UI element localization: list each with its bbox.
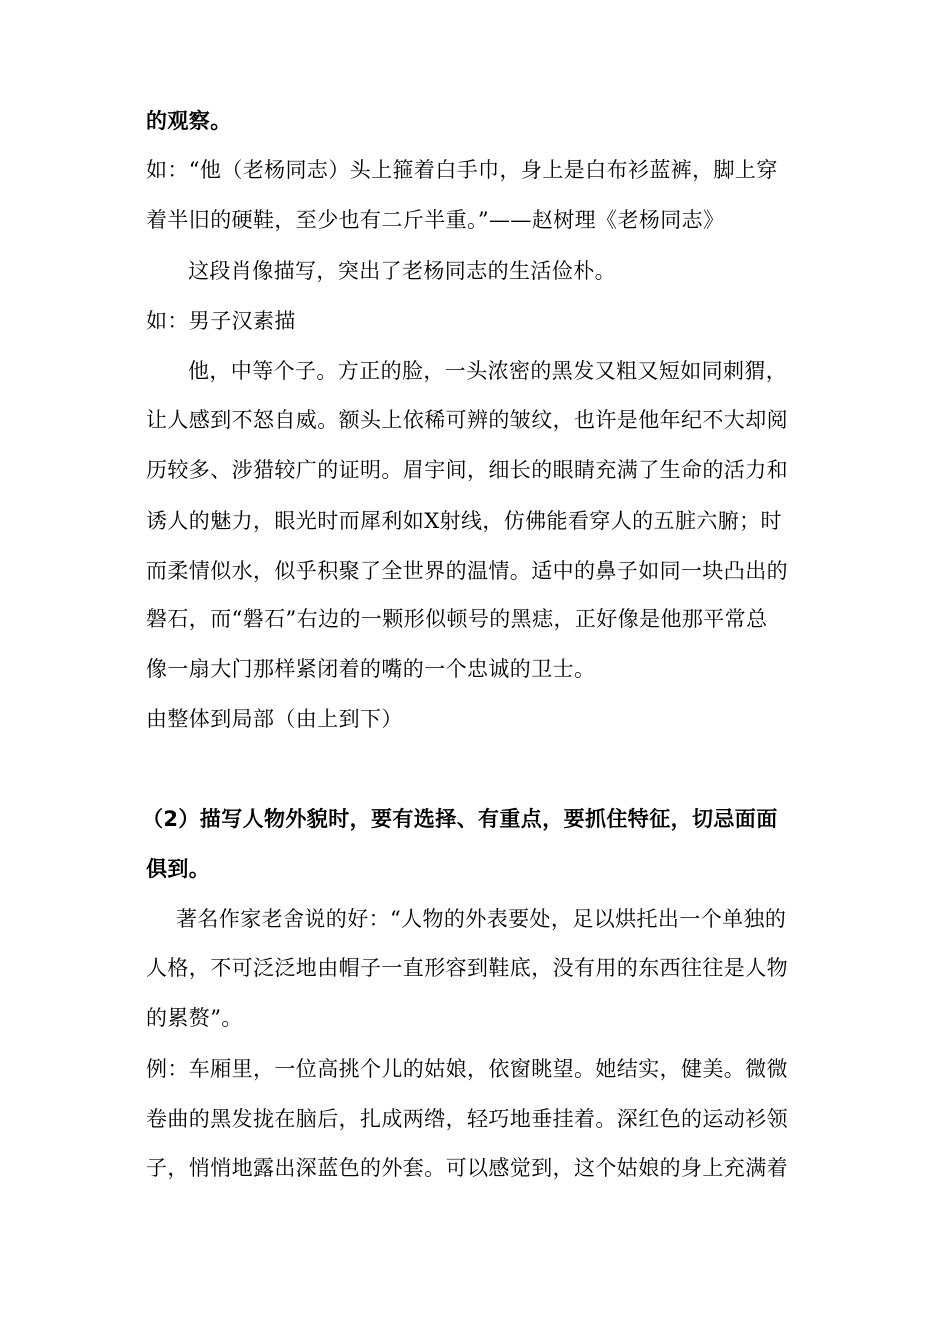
girl-example-line-3: 子，悄悄地露出深蓝色的外套。可以感觉到，这个姑娘的身上充满着 — [146, 1156, 788, 1180]
sketch-paragraph-line-3: 历较多、涉猎较广的证明。眉宇间，细长的眼睛充满了生命的活力和 — [146, 458, 788, 482]
sketch-paragraph-line-5: 而柔情似水，似乎积聚了全世界的温情。适中的鼻子如同一块凸出的 — [146, 559, 788, 583]
analysis-text: 这段肖像描写，突出了老杨同志的生活俭朴。 — [188, 259, 616, 283]
example-title: 如：男子汉素描 — [146, 309, 296, 333]
sketch-paragraph-line-6: 磐石，而“磐石”右边的一颗形似顿号的黑痣，正好像是他那平常总 — [146, 607, 768, 631]
paragraph-continuation: 的观察。 — [146, 109, 232, 133]
girl-example-line-1: 例：车厢里，一位高挑个儿的姑娘，依窗眺望。她结实，健美。微微 — [146, 1057, 788, 1081]
sketch-paragraph-line-4: 诱人的魅力，眼光时而犀利如X射线，仿佛能看穿人的五脏六腑；时 — [146, 509, 782, 533]
girl-example-line-2: 卷曲的黑发拢在脑后，扎成两绺，轻巧地垂挂着。深红色的运动衫领 — [146, 1107, 788, 1131]
laoshe-quote-line-1: 著名作家老舍说的好：“人物的外表要处，足以烘托出一个单独的 — [176, 907, 787, 931]
laoshe-quote-line-2: 人格，不可泛泛地由帽子一直形容到鞋底，没有用的东西往往是人物 — [146, 956, 788, 980]
section-heading-line-2: 俱到。 — [146, 857, 211, 881]
laoshe-quote-line-3: 的累赘”。 — [146, 1006, 243, 1030]
example-quote-line-1: 如：“他（老杨同志）头上箍着白手巾，身上是白布衫蓝裤，脚上穿 — [146, 158, 778, 182]
order-note: 由整体到局部（由上到下） — [146, 707, 403, 731]
section-heading-line-1: （2）描写人物外貌时，要有选择、有重点，要抓住特征，切忌面面 — [142, 807, 778, 831]
example-quote-line-2: 着半旧的硬鞋，至少也有二斤半重。”——赵树理《老杨同志》 — [146, 208, 725, 232]
sketch-paragraph-line-2: 让人感到不怒自威。额头上依稀可辨的皱纹，也许是他年纪不大却阅 — [146, 408, 788, 432]
sketch-paragraph-line-7: 像一扇大门那样紧闭着的嘴的一个忠诚的卫士。 — [146, 657, 596, 681]
sketch-paragraph-line-1: 他，中等个子。方正的脸，一头浓密的黑发又粗又短如同刺猬， — [188, 359, 788, 383]
